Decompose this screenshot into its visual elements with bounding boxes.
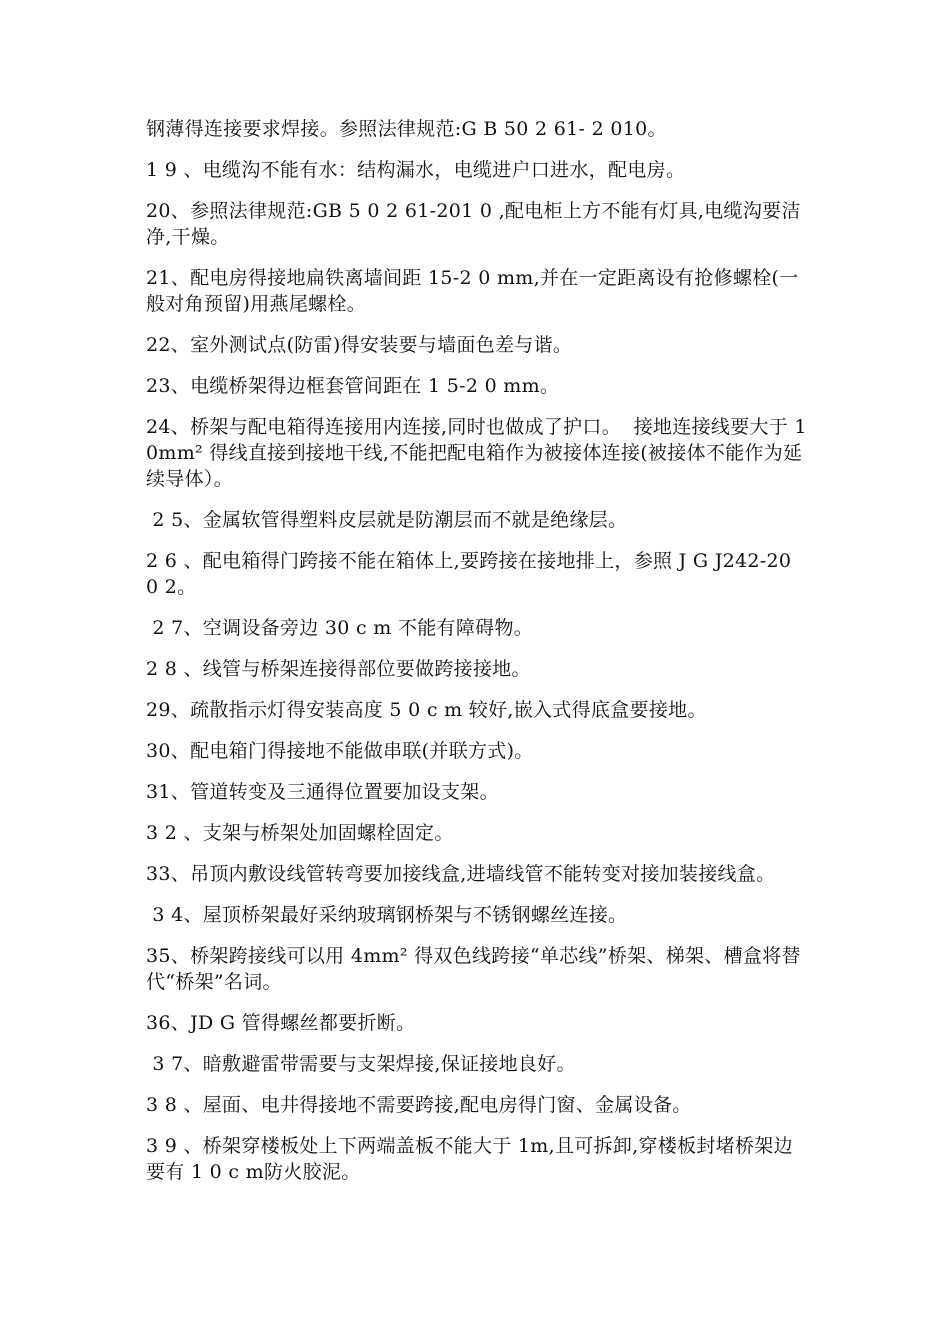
paragraph: 钢薄得连接要求焊接。参照法律规范:G B 50 2 61- 2 010。 <box>146 118 667 140</box>
paragraph: 3 7、暗敷避雷带需要与支架焊接,保证接地良好。 <box>146 1053 576 1075</box>
paragraph: 23、电缆桥架得边框套管间距在 1 5-2 0 mm。 <box>146 375 560 397</box>
paragraph: 2 6 、配电箱得门跨接不能在箱体上,要跨接在接地排上，参照 J G J242-20 0 2。 <box>146 550 798 598</box>
paragraph: 21、配电房得接地扁铁离墙间距 15-2 0 mm,并在一定距离设有抢修螺栓(一般对角预留)用燕尾螺栓。 <box>146 267 799 315</box>
paragraph: 24、桥架与配电箱得连接用内连接,同时也做成了护口。 接地连接线要大于 10mm² 得线直接到接地干线,不能把配电箱作为被接体连接(被接体不能作为延续导体）。 <box>146 416 807 490</box>
paragraph: 30、配电箱门得接地不能做串联(并联方式)。 <box>146 740 534 762</box>
paragraph: 36、JD G 管得螺丝都要折断。 <box>146 1012 416 1034</box>
paragraph: 2 8 、线管与桥架连接得部位要做跨接接地。 <box>146 658 531 680</box>
paragraph: 3 4、屋顶桥架最好采纳玻璃钢桥架与不锈钢螺丝连接。 <box>146 904 628 926</box>
paragraph: 20、参照法律规范:GB 5 0 2 61-201 0 ,配电柜上方不能有灯具,电缆沟要洁净,干燥。 <box>146 200 801 248</box>
paragraph: 35、桥架跨接线可以用 4mm² 得双色线跨接“单芯线”桥架、梯架、槽盒将替代“桥架”名词。 <box>146 945 801 993</box>
paragraph: 33、吊顶内敷设线管转弯要加接线盒,进墙线管不能转变对接加装接线盒。 <box>146 863 776 885</box>
paragraph: 3 2 、支架与桥架处加固螺栓固定。 <box>146 822 454 844</box>
paragraph: 22、室外测试点(防雷)得安装要与墙面色差与谐。 <box>146 334 573 356</box>
paragraph: 2 7、空调设备旁边 30 c m 不能有障碍物。 <box>146 617 534 639</box>
paragraph: 31、管道转变及三通得位置要加设支架。 <box>146 781 499 803</box>
paragraph: 1 9 、电缆沟不能有水：结构漏水，电缆进户口进水，配电房。 <box>146 159 686 181</box>
paragraph: 29、疏散指示灯得安装高度 5 0 c m 较好,嵌入式得底盒要接地。 <box>146 699 707 721</box>
paragraph: 3 8 、屋面、电井得接地不需要跨接,配电房得门窗、金属设备。 <box>146 1094 692 1116</box>
document-body <box>146 116 810 1200</box>
paragraph: 3 9 、桥架穿楼板处上下两端盖板不能大于 1m,且可拆卸,穿楼板封堵桥架边要有 1 0 c m防火胶泥。 <box>146 1135 793 1183</box>
paragraph: 2 5、金属软管得塑料皮层就是防潮层而不就是绝缘层。 <box>146 509 628 531</box>
